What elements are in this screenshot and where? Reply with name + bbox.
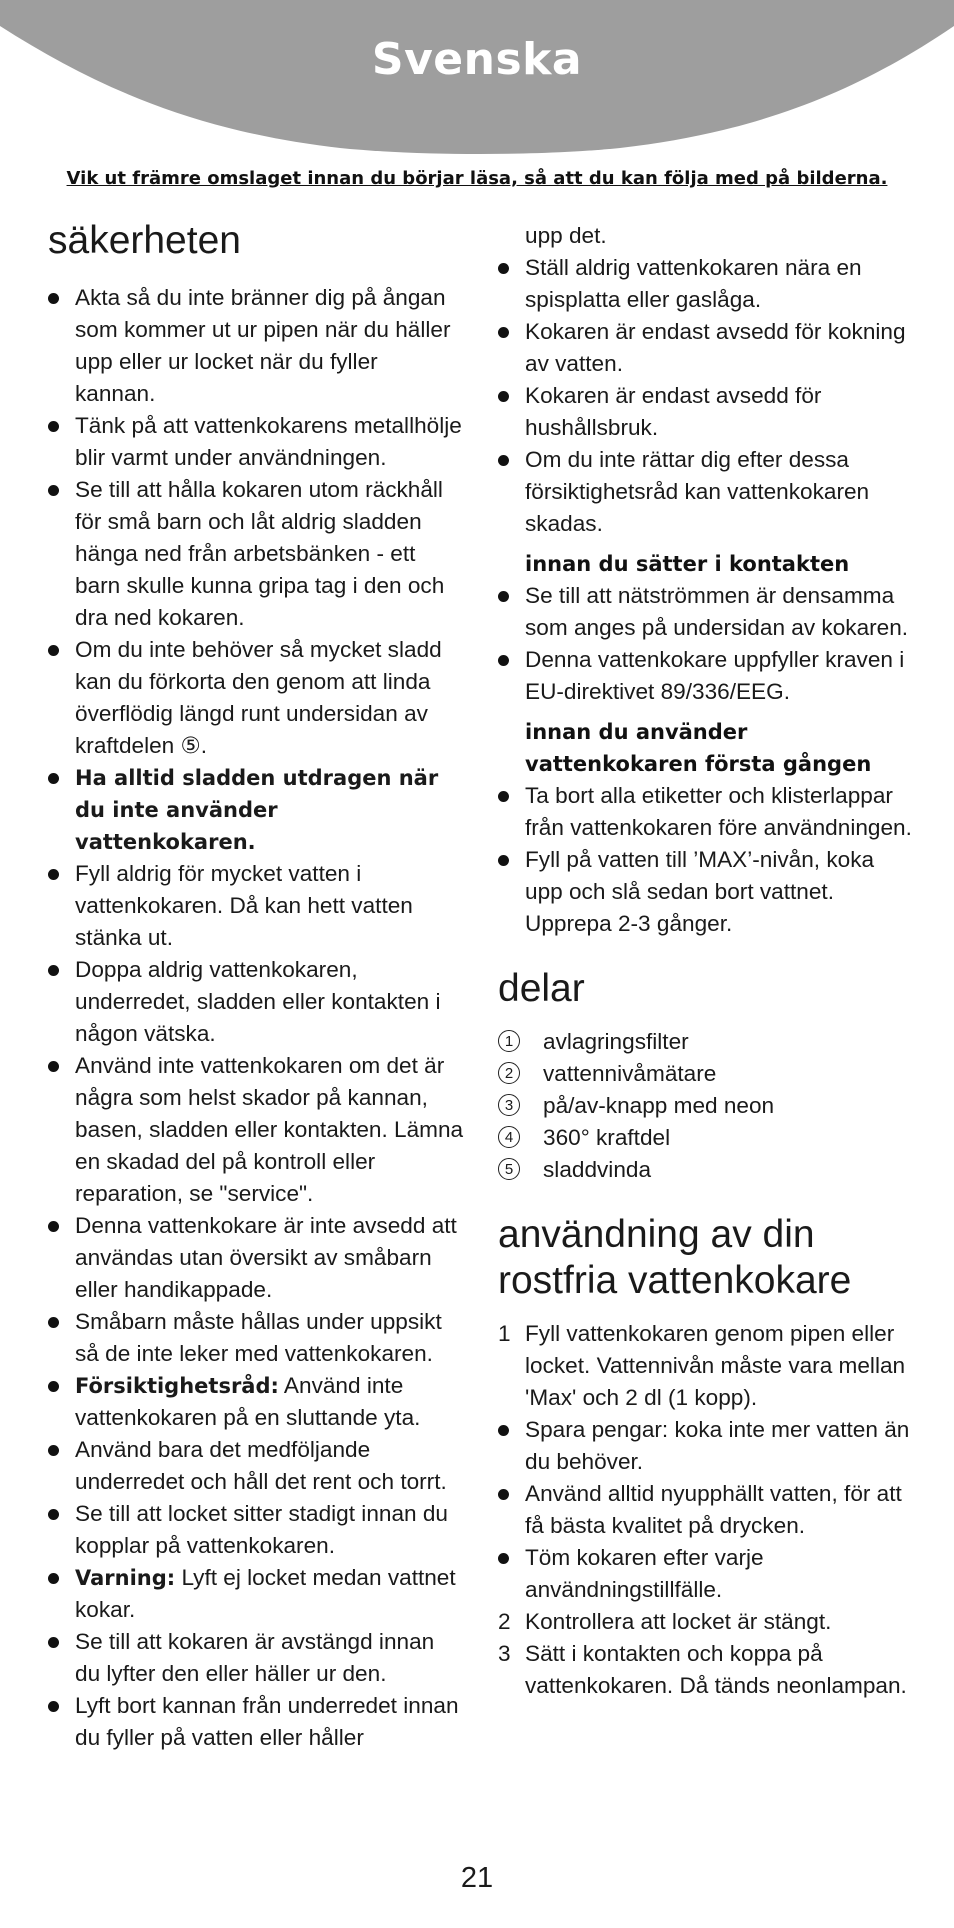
safety-heading: säkerheten <box>48 219 241 262</box>
parts-heading: delar <box>498 967 585 1010</box>
part-item: 3 på/av-knapp med neon <box>498 1090 918 1122</box>
part-item: 5 sladdvinda <box>498 1154 918 1186</box>
part-item: 4 360° kraftdel <box>498 1122 918 1154</box>
safety-list-continued <box>498 220 918 540</box>
safety-item: Tänk på att vattenkokarens metallhölje blir varmt under användningen. <box>48 410 464 474</box>
usage-tip: Använd alltid nyupphällt vatten, för att få bästa kvalitet på drycken. <box>498 1478 918 1542</box>
safety-item: Lyft bort kannan från underredet innan du fyller på vatten eller håller <box>48 1690 464 1754</box>
usage-heading: användning av din rostfria vattenkokare <box>498 1213 852 1302</box>
before-plug-in-item: Denna vattenkokare uppfyller kraven i EU-direktivet 89/336/EEG. <box>498 644 918 708</box>
page-number: 21 <box>460 1862 494 1894</box>
safety-item: Varning: Lyft ej locket medan vattnet kokar. <box>48 1562 464 1626</box>
usage-tip: Spara pengar: koka inte mer vatten än du behöver. <box>498 1414 918 1478</box>
safety-list <box>48 282 464 1754</box>
safety-item: Småbarn måste hållas under uppsikt så de inte leker med vattenkokaren. <box>48 1306 464 1370</box>
before-plug-in-item: Se till att nätströmmen är densamma som anges på undersidan av kokaren. <box>498 580 918 644</box>
safety-item: Denna vattenkokare är inte avsedd att användas utan översikt av småbarn eller handikappade. <box>48 1210 464 1306</box>
header-band <box>0 0 954 185</box>
before-plug-in-heading: innan du sätter i kontakten <box>525 552 850 576</box>
safety-item: Fyll aldrig för mycket vatten i vattenkokaren. Då kan hett vatten stänka ut. <box>48 858 464 954</box>
usage-step: 2 Kontrollera att locket är stängt. <box>498 1609 832 1634</box>
safety-item: Se till att hålla kokaren utom räckhåll för små barn och låt aldrig sladden hänga ned från arbetsbänken - ett barn skulle kunna gripa tag i den och dra ned kokaren. <box>48 474 464 634</box>
part-number-badge: 2 <box>498 1062 520 1084</box>
part-number-badge: 3 <box>498 1094 520 1116</box>
first-use-list <box>498 780 918 940</box>
left-column <box>48 218 464 1754</box>
intro-note: Vik ut främre omslaget innan du börjar läsa, så att du kan följa med på bilderna. <box>66 168 888 189</box>
safety-item: Ha alltid sladden utdragen när du inte använder vattenkokaren. <box>48 762 464 858</box>
language-title: Svenska <box>371 34 583 85</box>
safety-item: Använd bara det medföljande underredet och håll det rent och torrt. <box>48 1434 464 1498</box>
safety-item: Doppa aldrig vattenkokaren, underredet, sladden eller kontakten i någon vätska. <box>48 954 464 1050</box>
safety-item: Se till att locket sitter stadigt innan du kopplar på vattenkokaren. <box>48 1498 464 1562</box>
usage-tip: Töm kokaren efter varje användningstillfälle. <box>498 1542 918 1606</box>
safety-item: Akta så du inte bränner dig på ångan som kommer ut ur pipen när du häller upp eller ur locket när du fyller kannan. <box>48 282 464 410</box>
parts-list <box>498 1026 918 1186</box>
part-number-badge: 1 <box>498 1030 520 1052</box>
safety-item: Kokaren är endast avsedd för kokning av vatten. <box>498 316 918 380</box>
safety-item: Försiktighetsråd: Använd inte vattenkokaren på en sluttande yta. <box>48 1370 464 1434</box>
part-number-badge: 5 <box>498 1158 520 1180</box>
first-use-heading: innan du använder vattenkokaren första gången <box>525 720 872 776</box>
part-number-badge: 4 <box>498 1126 520 1148</box>
usage-list <box>498 1318 918 1702</box>
safety-item: Om du inte rättar dig efter dessa försiktighetsråd kan vattenkokaren skadas. <box>498 444 918 540</box>
part-item: 2 vattennivåmätare <box>498 1058 918 1090</box>
usage-step: 1 Fyll vattenkokaren genom pipen eller locket. Vattennivån måste vara mellan 'Max' och 2 dl (1 kopp). <box>498 1321 906 1410</box>
first-use-item: Fyll på vatten till ’MAX’-nivån, koka upp och slå sedan bort vattnet. Upprepa 2-3 gånger. <box>498 844 918 940</box>
right-column <box>498 220 918 1702</box>
safety-item: Kokaren är endast avsedd för hushållsbruk. <box>498 380 918 444</box>
part-item: 1 avlagringsfilter <box>498 1026 918 1058</box>
first-use-item: Ta bort alla etiketter och klisterlappar från vattenkokaren före användningen. <box>498 780 918 844</box>
safety-item-continued: upp det. <box>525 223 607 248</box>
safety-item: Om du inte behöver så mycket sladd kan du förkorta den genom att linda överflödig längd runt undersidan av kraftdelen ⑤. <box>48 634 464 762</box>
usage-step: 3 Sätt i kontakten och koppa på vattenkokaren. Då tänds neonlampan. <box>498 1641 907 1698</box>
safety-item: Se till att kokaren är avstängd innan du lyfter den eller häller ur den. <box>48 1626 464 1690</box>
header-wave <box>0 0 954 185</box>
before-plug-in-list <box>498 580 918 708</box>
safety-item: Ställ aldrig vattenkokaren nära en spisplatta eller gaslåga. <box>498 252 918 316</box>
safety-item: Använd inte vattenkokaren om det är några som helst skador på kannan, basen, sladden eller kontakten. Lämna en skadad del på kontroll eller reparation, se "service". <box>48 1050 464 1210</box>
